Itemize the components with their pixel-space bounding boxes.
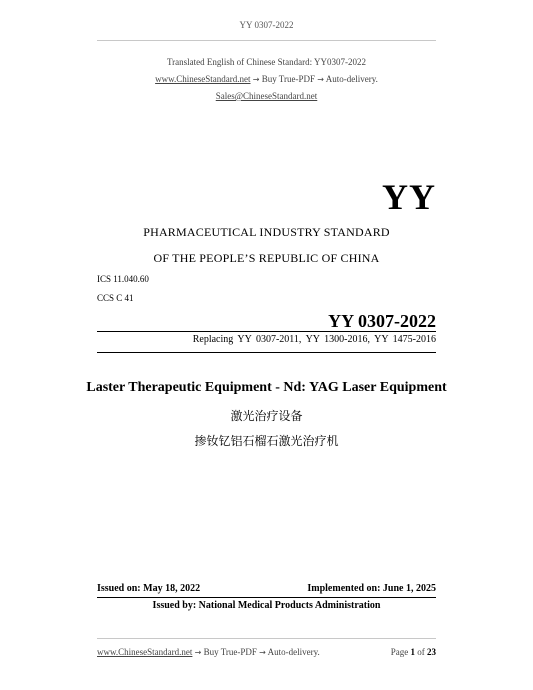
page-indicator [391,647,436,657]
buy-pdf-text: Buy True-PDF [261,74,315,84]
footer-divider [97,638,436,639]
arrow-right-icon: → [317,75,324,84]
page-current: 1 [410,647,415,657]
title-chinese-line1: 激光治疗设备 [230,409,303,423]
number-divider [97,331,436,332]
replacing-divider [97,352,436,353]
arrow-right-icon: → [259,648,266,657]
title-chinese-line2: 掺钕钇铝石榴石激光治疗机 [194,434,339,448]
arrow-right-icon: → [194,648,202,657]
footer-delivery-text: Auto-delivery. [267,647,320,657]
arrow-right-icon: → [252,75,260,84]
site-link[interactable]: www.ChineseStandard.net [155,74,251,84]
page-word: Page [390,647,409,657]
footer-purchase-line [97,647,320,657]
auto-delivery-text: Auto-delivery. [325,74,378,84]
translation-notice: Translated English of Chinese Standard: YY0307-2022 [166,57,367,67]
header-divider [97,40,436,41]
footer-buy-text: Buy True-PDF [203,647,257,657]
title-english: Laster Therapeutic Equipment - Nd: YAG Laser Equipment [86,380,447,395]
standard-number: YY 0307-2022 [328,311,436,331]
email-link[interactable]: Sales@ChineseStandard.net [215,91,318,101]
dates-divider [97,597,436,598]
issuing-authority: Issued by: National Medical Products Administration [152,600,381,611]
standard-type-line1: PHARMACEUTICAL INDUSTRY STANDARD [143,225,390,239]
standard-code-logo: YY [382,177,436,217]
email-line [0,91,533,101]
ics-code: ICS 11.040.60 [97,274,149,284]
ccs-code: CCS C 41 [97,293,134,303]
footer-site-link[interactable]: www.ChineseStandard.net [97,647,193,657]
issued-date: Issued on: May 18, 2022 [97,583,201,594]
standard-type-line2: OF THE PEOPLE’S REPUBLIC OF CHINA [153,251,380,265]
page-total: 23 [427,647,436,657]
purchase-line [0,74,533,84]
implemented-date: Implemented on: June 1, 2025 [307,583,436,594]
running-header: YY 0307-2022 [239,20,294,30]
page-of: of [417,647,425,657]
replacing-line: Replacing YY 0307-2011, YY 1300-2016, YY 1475-2016 [192,334,436,345]
